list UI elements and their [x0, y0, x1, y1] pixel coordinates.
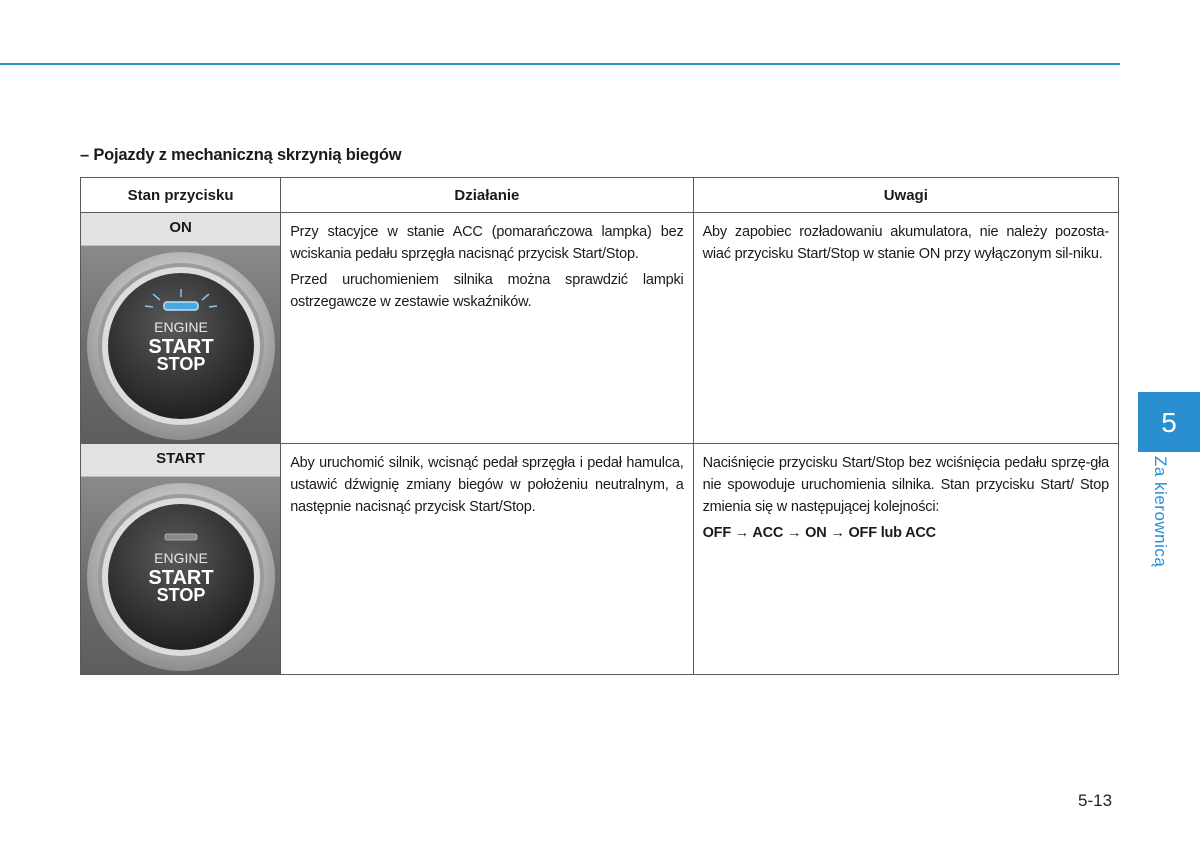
section-title: – Pojazdy z mechaniczną skrzynią biegów — [80, 146, 402, 164]
action-cell — [281, 213, 693, 444]
indicator-off-icon — [165, 534, 197, 540]
start-stop-button-image — [81, 246, 280, 443]
state-cell — [81, 444, 281, 675]
header-notes: Uwagi — [693, 178, 1118, 213]
table-header-row — [81, 178, 1119, 213]
svg-text:START: START — [148, 567, 214, 589]
state-sequence: OFF → ACC → ON → OFF lub ACC — [702, 525, 936, 541]
header-action: Działanie — [281, 178, 693, 213]
notes-cell — [693, 444, 1118, 675]
state-label: START — [81, 444, 280, 477]
action-cell — [281, 444, 693, 675]
svg-text:ENGINE: ENGINE — [154, 550, 208, 566]
svg-text:STOP: STOP — [156, 354, 206, 374]
svg-text:ENGINE: ENGINE — [154, 319, 208, 335]
action-text: Przy stacyjce w stanie ACC (pomarańczowa lampka) bez wciskania pedału sprzęgła nacisnąć przycisk Start/Stop. — [290, 224, 684, 262]
action-text: Przed uruchomieniem silnika można sprawdzić lampki ostrzegawcze w zestawie wskaźników. — [290, 272, 684, 310]
header-state: Stan przycisku — [81, 178, 281, 213]
notes-text: Aby zapobiec rozładowaniu akumulatora, nie należy pozosta-wiać przycisku Start/Stop w stanie ON przy wyłączonym sil-niku. — [702, 224, 1109, 262]
state-cell — [81, 213, 281, 444]
notes-text: Naciśnięcie przycisku Start/Stop bez wciśnięcia pedału sprzę-gła nie spowoduje uruchomienia silnika. Stan przycisku Start/ Stop zmienia się w następującej kolejności: — [702, 455, 1109, 515]
page-number: 5-13 — [1078, 791, 1113, 810]
start-stop-table — [80, 177, 1119, 675]
table-row — [81, 444, 1119, 675]
action-text: Aby uruchomić silnik, wcisnąć pedał sprzęgła i pedał hamulca, ustawić dźwignię zmiany biegów w położeniu neutralnym, a następnie nacisnąć przycisk Start/Stop. — [290, 455, 684, 515]
state-label: ON — [81, 213, 280, 246]
chapter-tab: 5 — [1138, 392, 1200, 452]
start-stop-button-image — [81, 477, 280, 674]
table-row — [81, 213, 1119, 444]
top-rule — [0, 63, 1120, 65]
notes-cell — [693, 213, 1118, 444]
svg-text:START: START — [148, 336, 214, 358]
svg-text:STOP: STOP — [156, 585, 206, 605]
chapter-label: Za kierownicą — [1151, 456, 1170, 568]
